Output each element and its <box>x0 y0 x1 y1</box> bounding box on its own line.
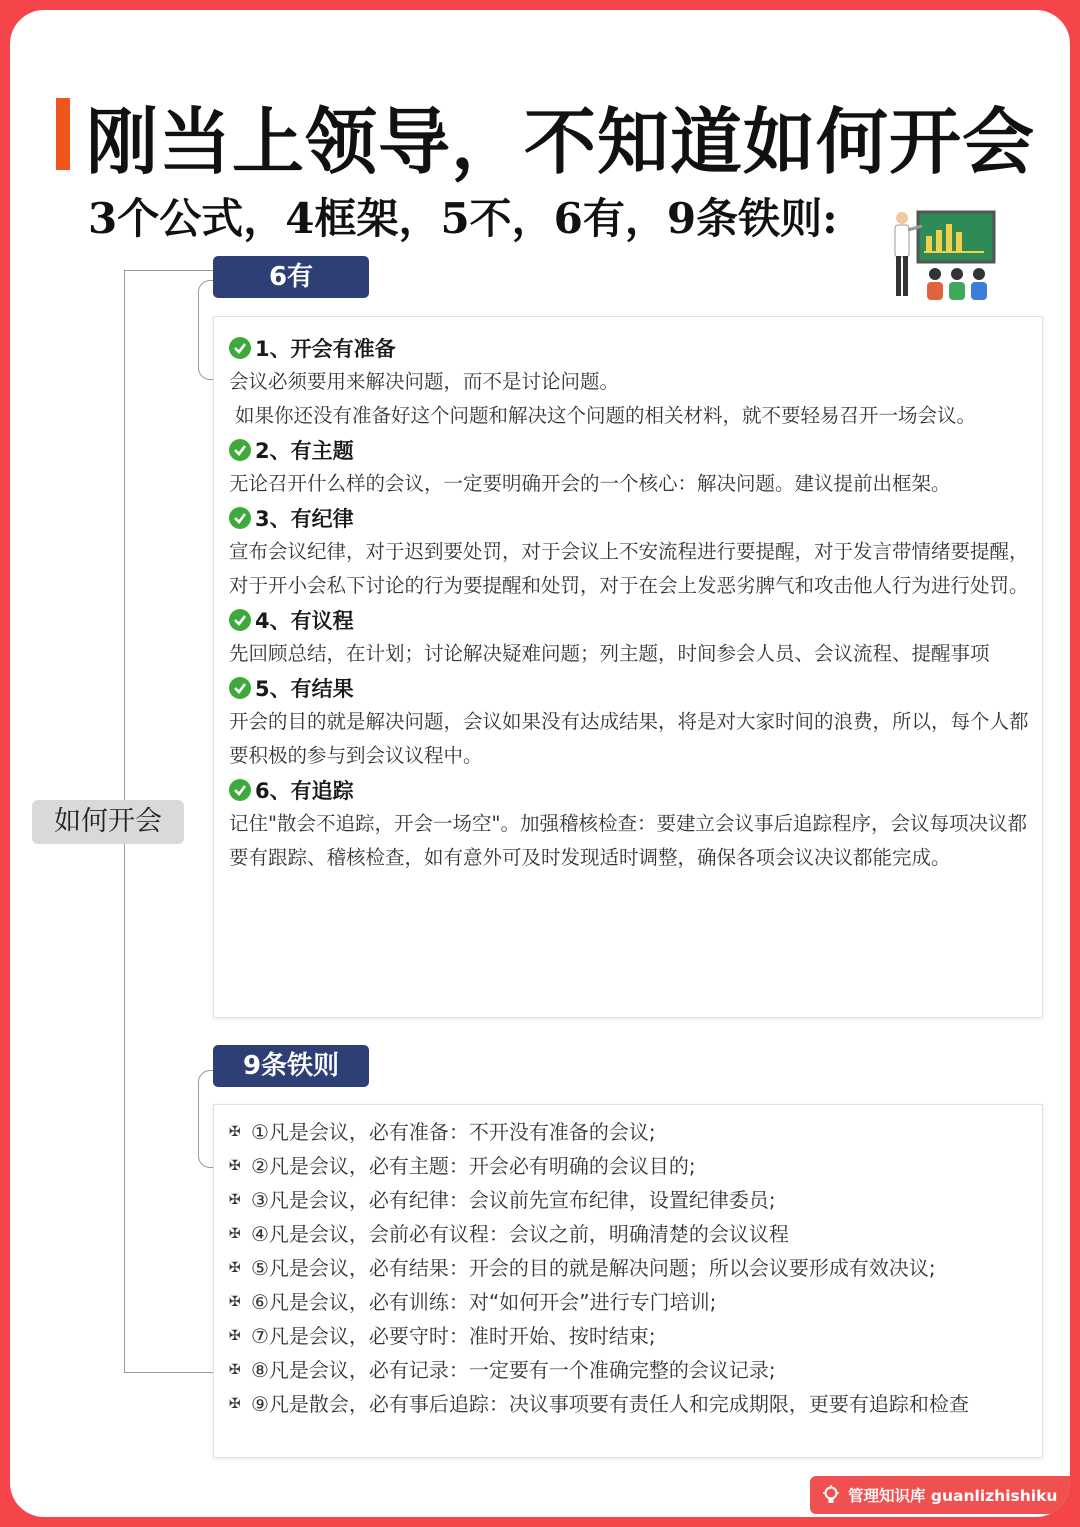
item-title: 1、开会有准备 <box>255 337 396 361</box>
cross-bullet-icon: ✠ <box>229 1124 241 1140</box>
rule-text: ⑤凡是会议，必有结果：开会的目的就是解决问题；所以会议要形成有效决议; <box>251 1256 936 1280</box>
rule-text: ①凡是会议，必有准备：不开没有准备的会议; <box>251 1120 656 1144</box>
item-body: 会议必须要用来解决问题，而不是讨论问题。 <box>229 370 620 393</box>
list-item <box>229 1183 1034 1217</box>
nine-rules-panel <box>213 1104 1043 1458</box>
page-subtitle: 3个公式，4框架，5不，6有，9条铁则: <box>88 194 838 243</box>
brand-text: 管理知识库 guanlizhishiku <box>848 1487 1058 1505</box>
item-body: 先回顾总结，在计划；讨论解决疑难问题；列主题，时间参会人员、会议流程、提醒事项 <box>229 642 990 665</box>
title-accent-bar <box>56 98 70 170</box>
cross-bullet-icon: ✠ <box>229 1192 241 1208</box>
poster-card <box>10 10 1070 1517</box>
list-item <box>229 433 1034 501</box>
rule-text: ⑦凡是会议，必要守时：准时开始、按时结束; <box>251 1324 656 1348</box>
rule-text: ⑨凡是散会，必有事后追踪：决议事项要有责任人和完成期限，更要有追踪和检查 <box>251 1392 969 1416</box>
list-item <box>229 773 1034 875</box>
check-icon <box>229 337 251 359</box>
cross-bullet-icon: ✠ <box>229 1158 241 1174</box>
list-item <box>229 331 1034 433</box>
item-body: 宣布会议纪律，对于迟到要处罚，对于会议上不安流程进行要提醒，对于发言带情绪要提醒，对于开小会私下讨论的行为要提醒和处罚，对于在会上发恶劣脾气和攻击他人行为进行处罚。 <box>229 540 1029 597</box>
six-points-panel <box>213 316 1043 1018</box>
check-icon <box>229 439 251 461</box>
rule-text: ③凡是会议，必有纪律：会议前先宣布纪律，设置纪律委员; <box>251 1188 776 1212</box>
section-tag-six: 6有 <box>213 256 369 298</box>
cross-bullet-icon: ✠ <box>229 1328 241 1344</box>
cross-bullet-icon: ✠ <box>229 1294 241 1310</box>
item-title: 5、有结果 <box>255 677 354 701</box>
item-title: 4、有议程 <box>255 609 354 633</box>
item-body: 开会的目的就是解决问题，会议如果没有达成结果，将是对大家时间的浪费，所以，每个人都要积极的参与到会议议程中。 <box>229 710 1029 767</box>
list-item <box>229 671 1034 773</box>
list-item <box>229 1285 1034 1319</box>
cross-bullet-icon: ✠ <box>229 1226 241 1242</box>
cross-bullet-icon: ✠ <box>229 1260 241 1276</box>
check-icon <box>229 779 251 801</box>
rule-text: ⑥凡是会议，必有训练：对“如何开会”进行专门培训; <box>251 1290 717 1314</box>
page-title: 刚当上领导，不知道如何开会 <box>86 100 1036 184</box>
list-item <box>229 1387 1034 1421</box>
list-item <box>229 1217 1034 1251</box>
item-title: 2、有主题 <box>255 439 354 463</box>
check-icon <box>229 677 251 699</box>
item-title: 6、有追踪 <box>255 779 354 803</box>
section-tag-nine: 9条铁则 <box>213 1045 369 1087</box>
mindmap-root-node: 如何开会 <box>32 800 184 844</box>
item-title: 3、有纪律 <box>255 507 354 531</box>
list-item <box>229 1353 1034 1387</box>
tree-branch-bottom <box>124 1372 213 1373</box>
brand-badge <box>810 1476 1070 1514</box>
list-item <box>229 1149 1034 1183</box>
lightbulb-icon <box>822 1485 840 1505</box>
check-icon <box>229 507 251 529</box>
tree-branch-top <box>124 270 213 271</box>
check-icon <box>229 609 251 631</box>
list-item <box>229 501 1034 603</box>
rule-text: ④凡是会议，会前必有议程：会议之前，明确清楚的会议议程 <box>251 1222 789 1246</box>
item-body: 无论召开什么样的会议，一定要明确开会的一个核心：解决问题。建议提前出框架。 <box>229 472 951 495</box>
list-item <box>229 1251 1034 1285</box>
tree-sub-connector-six <box>198 280 214 380</box>
item-body: 如果你还没有准备好这个问题和解决这个问题的相关材料，就不要轻易召开一场会议。 <box>235 404 977 427</box>
rule-text: ②凡是会议，必有主题：开会必有明确的会议目的; <box>251 1154 696 1178</box>
cross-bullet-icon: ✠ <box>229 1362 241 1378</box>
cross-bullet-icon: ✠ <box>229 1396 241 1412</box>
tree-sub-connector-nine <box>198 1070 214 1168</box>
list-item <box>229 1115 1034 1149</box>
list-item <box>229 1319 1034 1353</box>
rule-text: ⑧凡是会议，必有记录：一定要有一个准确完整的会议记录; <box>251 1358 776 1382</box>
item-body: 记住"散会不追踪，开会一场空"。加强稽核检查：要建立会议事后追踪程序，会议每项决议都要有跟踪、稽核检查，如有意外可及时发现适时调整，确保各项会议决议都能完成。 <box>229 812 1027 869</box>
presenter-icon <box>888 206 998 306</box>
list-item <box>229 603 1034 671</box>
